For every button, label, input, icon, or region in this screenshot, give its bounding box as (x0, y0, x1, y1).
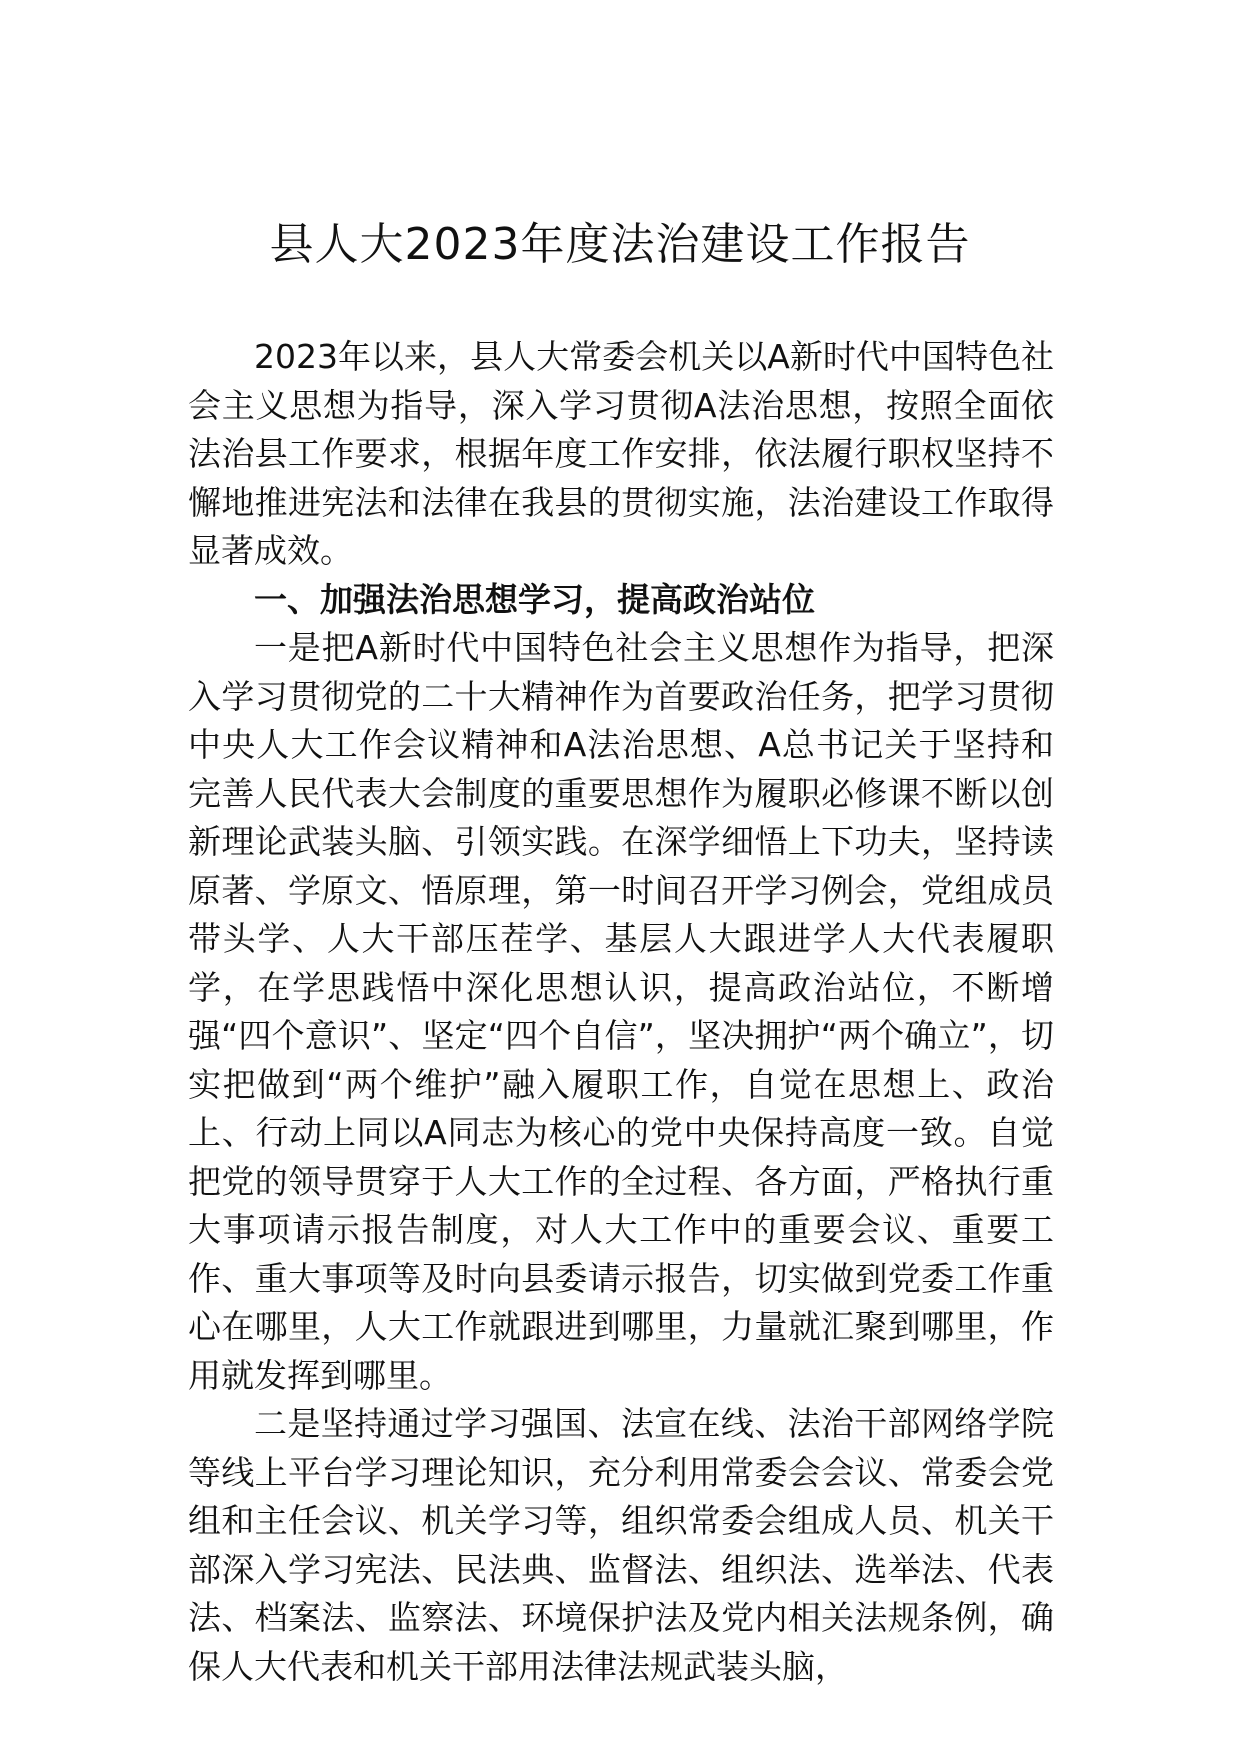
body-paragraph-2: 二是坚持通过学习强国、法宣在线、法治干部网络学院等线上平台学习理论知识，充分利用常委会会议、常委会党组和主任会议、机关学习等，组织常委会组成人员、机关干部深入学习宪法、民法典、监督法、组织法、选举法、代表法、档案法、监察法、环境保护法及党内相关法规条例，确保人大代表和机关干部用法律法规武装头脑， (188, 1404, 1054, 1686)
body-paragraph-1: 一是把A新时代中国特色社会主义思想作为指导，把深入学习贯彻党的二十大精神作为首要政治任务，把学习贯彻中央人大工作会议精神和A法治思想、A总书记关于坚持和完善人民代表大会制度的重要思想作为履职必修课不断以创新理论武装头脑、引领实践。在深学细悟上下功夫，坚持读原著、学原文、悟原理，第一时间召开学习例会，党组成员带头学、人大干部压茬学、基层人大跟进学人大代表履职学，在学思践悟中深化思想认识，提高政治站位，不断增强“四个意识”、坚定“四个自信”，坚决拥护“两个确立”，切实把做到“两个维护”融入履职工作，自觉在思想上、政治上、行动上同以A同志为核心的党中央保持高度一致。自觉把党的领导贯穿于人大工作的全过程、各方面，严格执行重大事项请示报告制度，对人大工作中的重要会议、重要工作、重大事项等及时向县委请示报告，切实做到党委工作重心在哪里，人大工作就跟进到哪里，力量就汇聚到哪里，作用就发挥到哪里。 (188, 628, 1054, 1395)
document-body (188, 333, 1054, 1691)
section-heading-1: 一、加强法治思想学习，提高政治站位 (254, 579, 815, 619)
intro-paragraph: 2023年以来，县人大常委会机关以A新时代中国特色社会主义思想为指导，深入学习贯彻A法治思想，按照全面依法治县工作要求，根据年度工作安排，依法履行职权坚持不懈地推进宪法和法律在我县的贯彻实施，法治建设工作取得显著成效。 (188, 337, 1054, 570)
document-title: 县人大2023年度法治建设工作报告 (269, 219, 971, 270)
